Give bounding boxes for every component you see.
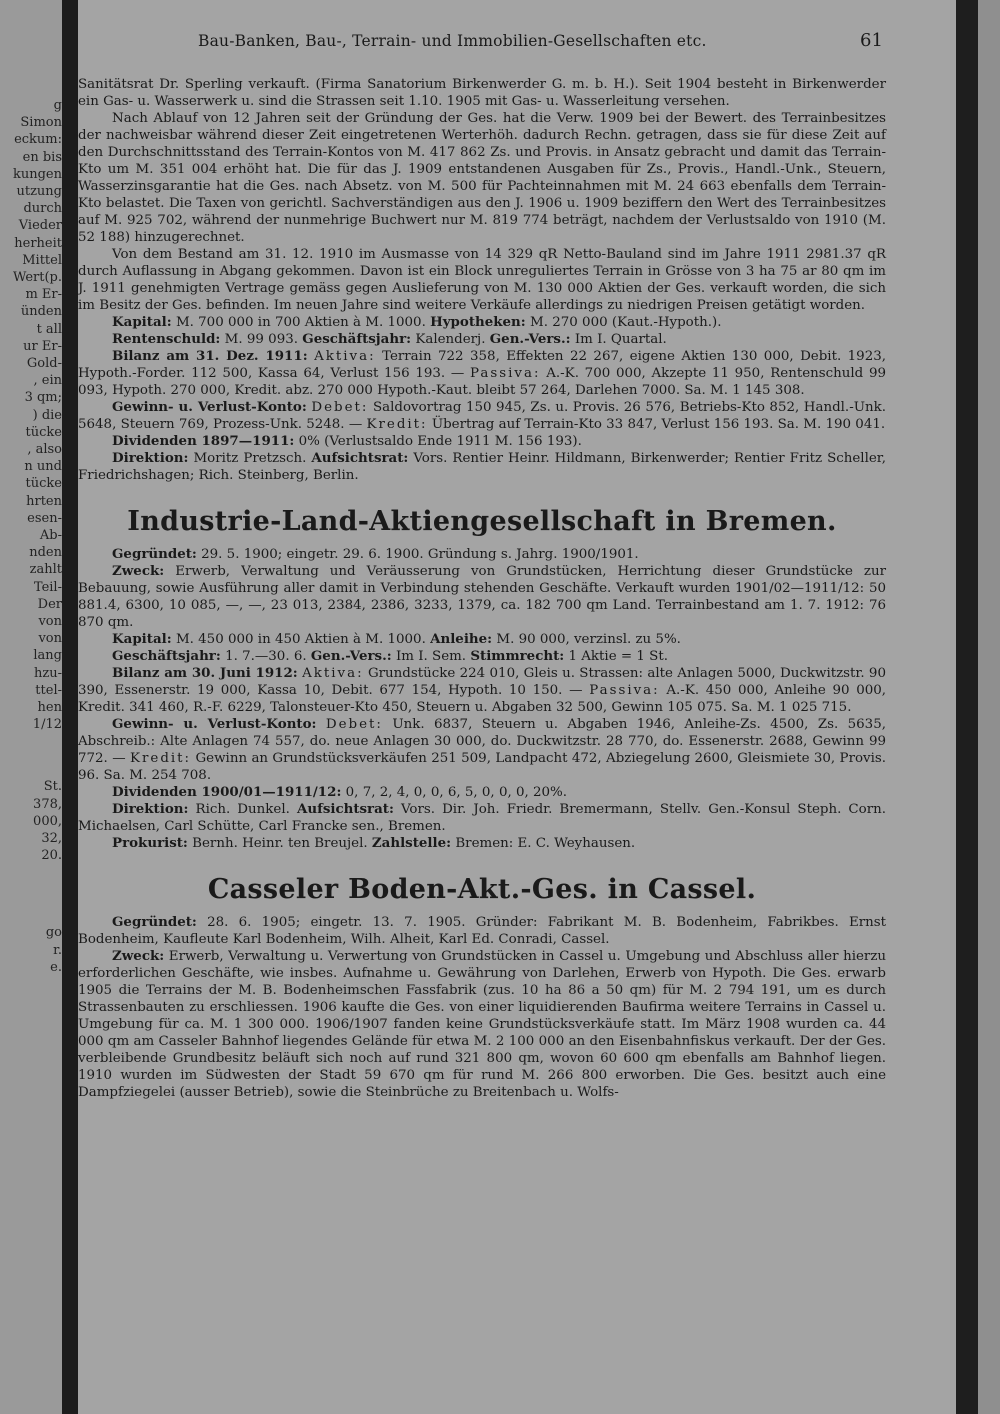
previous-page-fragment: t all (36, 321, 62, 337)
bilanz-label: Bilanz am 31. Dez. 1911: (112, 348, 308, 364)
previous-page-fragment: esen- (27, 510, 62, 526)
kredit-label: Kredit: (366, 417, 428, 432)
previous-page-fragment: n und (24, 459, 62, 475)
direktion-value: Moritz Pretzsch. (193, 451, 307, 466)
body-paragraph: Nach Ablauf von 12 Jahren seit der Gründung der Ges. hat die Verw. 1909 bei der Bewert. des Terrainbesitzes der nachweisbar während dieser Zeit eingetretenen Werterhöh. dadurch Rechn. getragen, dass sie für diese Zeit auf den Durchschnittsstand des Terrain-Kontos von M. 417 862 Zs. und Provis. in Ansatz gebracht und damit das Terrain-Kto um M. 351 004 erhöht hat. Die für das J. 1909 entstandenen Ausgaben für Zs., Provis., Handl.-Unk., Steuern, Wasserzinsgarantie hat die Ges. nach Absetz. von M. 500 für Pachteinnahmen mit M. 24 663 ebenfalls dem Terrain-Kto belastet. Die Taxen von gerichtl. Sachverständigen aus den J. 1906 u. 1909 beziffern den Wert des Terrainbesitzes auf M. 925 702, während der nunmehrige Buchwert nur M. 819 774 beträgt, nachdem der Verlustsaldo von 1910 (M. 52 188) hinzugerechnet. (78, 111, 886, 245)
direktion-label: Direktion: (112, 450, 189, 466)
previous-page-fragment: Gold- (26, 356, 62, 371)
genvers-label: Gen.-Vers.: (489, 331, 571, 347)
gewinn-entry (78, 399, 886, 433)
page-body (78, 76, 886, 1101)
dividenden-entry (78, 784, 886, 801)
prokurist-label: Prokurist: (112, 835, 188, 851)
aktiva-label: Aktiva: (302, 666, 364, 681)
previous-page-fragment: von (38, 631, 62, 647)
genvers-value: Im I. Quartal. (574, 332, 667, 347)
gewinn-kredit: Übertrag auf Terrain-Kto 33 847, Verlust 156 193. Sa. M. 190 041. (431, 417, 886, 432)
previous-page-fragment: Der (37, 596, 62, 612)
dividenden-label: Dividenden 1897—1911: (112, 433, 295, 449)
previous-page-fragment: herheit (14, 235, 62, 251)
previous-page-fragment: nden (29, 545, 62, 561)
previous-page-fragment: lang (33, 648, 62, 664)
hypotheken-value: M. 270 000 (Kaut.-Hypoth.). (530, 315, 722, 330)
dividenden-value: 0% (Verlustsaldo Ende 1911 M. 156 193). (298, 434, 582, 449)
previous-page-fragment: hrten (26, 493, 62, 509)
previous-page-fragment: Teil- (33, 579, 62, 595)
previous-page-fragment: kungen (12, 166, 62, 182)
aufsichtsrat-value: Vors. Rentier Heinr. Hildmann, Birkenwerder; Rentier Fritz Scheller, Friedrichshagen; Rich. Steinberg, Berlin. (78, 451, 886, 483)
bilanz-aktiva: Grundstücke 224 010, Gleis u. Strassen: alte Anlagen 5000, Duckwitzstr. 90 390, Essenerstr. 19 000, Kassa 10, Debit. 677 154, Hypoth. 10 150. — (78, 666, 886, 698)
previous-page-fragment: tücke (25, 476, 62, 492)
gewinn-debet: Unk. 6837, Steuern u. Abgaben 1946, Anleihe-Zs. 4500, Zs. 5635, Abschreib.: Alte Anlagen 74 557, do. neue Anlagen 30 000, do. Duckwitzstr. 28 770, do. Essenerstr. 2688, Gewinn 99 772. — (78, 717, 886, 766)
previous-page-fragment: , also (27, 442, 62, 457)
bilanz-entry (78, 348, 886, 399)
zweck-value: Erwerb, Verwaltung u. Verwertung von Grundstücken in Cassel u. Umgebung und Abschluss aller hierzu erforderlichen Geschäfte, wie insbes. Aufnahme u. Gewährung von Darlehen, Erwerb von Hypoth. Die Ges. erwarb 1905 die Terrains der M. B. Bodenheimschen Fassfabrik (zus. 10 ha 86 a 50 qm) für M. 2 794 191, um es durch Strassenbauten zu erschliessen. 1906 kaufte die Ges. von einer liquidierenden Baufirma weitere Terrains in Cassel u. Umgebung für ca. M. 1 300 000. 1906/1907 fanden keine Grundstücksverkäufe statt. Im März 1908 wurden ca. 44 000 qm am Casseler Bahnhof liegendes Gelände für etwa M. 2 100 000 an den Eisenbahnfiskus verkauft. Der der Ges. verbleibende Grundbesitz beläuft sich noch auf rund 321 800 qm, wovon 60 600 qm ebenfalls am Bahnhof liegen. 1910 wurden im Südwesten der Stadt 59 670 qm für rund M. 266 800 erworben. Die Ges. besitzt auch eine Dampfziegelei (ausser Betrieb), sowie die Steinbrüche zu Breitenbach u. Wolfs- (78, 949, 887, 1100)
direktion-value: Rich. Dunkel. (195, 802, 290, 817)
previous-page-margin (0, 0, 78, 1414)
previous-page-fragment: durch (23, 201, 62, 217)
kredit-label: Kredit: (129, 751, 192, 766)
geschaeftsjahr-value: Kalenderj. (415, 332, 486, 347)
bilanz-label: Bilanz am 30. Juni 1912: (112, 665, 298, 681)
previous-page-fragment: g (53, 98, 62, 113)
anleihe-label: Anleihe: (430, 631, 493, 647)
dividenden-value: 0, 7, 2, 4, 0, 0, 6, 5, 0, 0, 0, 20%. (345, 785, 568, 800)
previous-page-fragment: e. (50, 959, 62, 975)
gegruendet-entry (78, 914, 886, 948)
bilanz-passiva: A.-K. 700 000, Akzepte 11 950, Rentenschuld 99 093, Hypoth. 270 000, Kredit. abz. 270 000 Hypoth.-Kaut. bleibt 57 264, Darlehen 7000. Sa. M. 1 145 308. (78, 366, 886, 398)
bilanz-passiva: A.-K. 450 000, Anleihe 90 000, Kredit. 341 460, R.-F. 6229, Talonsteuer-Kto 450, Steuern u. Abgaben 32 500, Gewinn 105 075. Sa. M. 1 025 715. (78, 683, 887, 715)
aufsichtsrat-label: Aufsichtsrat: (311, 450, 409, 466)
kapital-label: Kapital: (112, 314, 172, 330)
zweck-label: Zweck: (112, 948, 165, 964)
genvers-value: Im I. Sem. (395, 649, 467, 664)
geschaeftsjahr-label: Geschäftsjahr: (112, 648, 221, 664)
zweck-entry (78, 563, 886, 631)
zweck-value: Erwerb, Verwaltung und Veräusserung von Grundstücken, Herrichtung dieser Grundstücke zur Bebauung, sowie Ausführung aller damit in Verbindung stehenden Geschäfte. Verkauft wurden 1901/02—1911/12: 50 881.4, 6300, 10 085, —, —, 23 013, 2384, 2386, 3233, 1379, ca. 182 700 qm Land. Terrainbestand am 1. 7. 1912: 76 870 qm. (78, 564, 886, 630)
previous-page-fragment: 000, (33, 813, 62, 829)
geschaeftsjahr-value: 1. 7.—30. 6. (225, 649, 307, 664)
geschaeftsjahr-entry (78, 648, 886, 665)
direktion-label: Direktion: (112, 801, 189, 817)
dividenden-entry (78, 433, 886, 450)
previous-page-fragment: zahlt (29, 562, 62, 578)
section-heading: Industrie-Land-Aktiengesellschaft in Bremen. (127, 506, 837, 537)
previous-page-fragment: tücke (25, 424, 62, 440)
previous-page-fragment: 1/12 (32, 717, 62, 733)
gewinn-debet: Saldovortrag 150 945, Zs. u. Provis. 26 576, Betriebs-Kto 852, Handl.-Unk. 5648, Steuern 769, Prozess-Unk. 5248. — (78, 400, 886, 432)
previous-page-fragment: St. (43, 779, 62, 795)
gegruendet-label: Gegründet: (112, 546, 197, 562)
previous-page-fragment: Mittel (22, 252, 62, 268)
stimmrecht-value: 1 Aktie = 1 St. (568, 649, 668, 664)
zahlstelle-value: Bremen: E. C. Weyhausen. (455, 836, 636, 851)
prokurist-value: Bernh. Heinr. ten Breujel. (192, 836, 368, 851)
previous-page-fragment: utzung (16, 184, 62, 199)
anleihe-value: M. 90 000, verzinsl. zu 5%. (496, 632, 681, 647)
previous-page-fragment: Vieder (18, 218, 62, 234)
direktion-entry (78, 450, 886, 484)
kapital-value: M. 450 000 in 450 Aktien à M. 1000. (175, 632, 426, 647)
previous-page-fragment: hzu- (34, 665, 62, 681)
previous-page-fragment: 32, (41, 831, 62, 846)
rentenschuld-value: M. 99 093. (224, 332, 298, 347)
page-edge-shadow (956, 0, 978, 1414)
direktion-entry (78, 801, 886, 835)
gegruendet-entry (78, 546, 886, 563)
bilanz-entry (78, 665, 886, 716)
previous-page-fragment: ur Er- (23, 338, 62, 354)
gegruendet-value: 29. 5. 1900; eingetr. 29. 6. 1900. Gründung s. Jahrg. 1900/1901. (201, 547, 639, 562)
previous-page-fragment: , ein (33, 373, 62, 389)
stimmrecht-label: Stimmrecht: (470, 648, 565, 664)
passiva-label: Passiva: (470, 366, 541, 381)
geschaeftsjahr-label: Geschäftsjahr: (302, 331, 412, 347)
previous-page-fragment: Simon (20, 115, 62, 131)
passiva-label: Passiva: (589, 683, 660, 698)
previous-page-fragment: hen (37, 700, 62, 715)
previous-page-fragment: r. (53, 942, 62, 958)
previous-page-fragment: go (45, 925, 62, 941)
previous-page-fragment: ünden (20, 304, 62, 320)
gutter-shadow (62, 0, 78, 1414)
previous-page-fragment: 378, (33, 796, 62, 812)
debet-label: Debet: (311, 400, 369, 415)
aufsichtsrat-label: Aufsichtsrat: (296, 801, 394, 817)
kapital-entry (78, 631, 886, 648)
hypotheken-label: Hypotheken: (430, 314, 526, 330)
aktiva-label: Aktiva: (314, 349, 376, 364)
body-paragraph: Von dem Bestand am 31. 12. 1910 im Ausmasse von 14 329 qR Netto-Bauland sind im Jahre 1911 2981.37 qR durch Auflassung in Abgang gekommen. Davon ist ein Block unreguliertes Terrain in Grösse von 3 ha 75 ar 80 qm im J. 1911 genehmigten Vertrage gemäss gegen Auslieferung von M. 130 000 Aktien der Ges. verkauft worden, die sich im Besitz der Ges. befinden. Im neuen Jahre sind weitere Verkäufe allerdings zu niedrigen Preisen getätigt worden. (78, 247, 886, 313)
rentenschuld-entry (78, 331, 886, 348)
body-paragraph: Sanitätsrat Dr. Sperling verkauft. (Firma Sanatorium Birkenwerder G. m. b. H.). Seit 1904 besteht in Birkenwerder ein Gas- u. Wasserwerk u. sind die Strassen seit 1.10. 1905 mit Gas- u. Wasserleitung versehen. (78, 77, 886, 109)
running-title: Bau-Banken, Bau-, Terrain- und Immobilien-Gesellschaften etc. (198, 32, 707, 50)
previous-page-fragment: eckum: (14, 132, 62, 148)
previous-page-fragment: Wert(p. (13, 270, 62, 285)
gewinn-kredit: Gewinn an Grundstücksverkäufen 251 509, Landpacht 472, Abziegelung 2600, Gleismiete 30, Provis. 96. Sa. M. 254 708. (78, 751, 887, 783)
gegruendet-value: 28. 6. 1905; eingetr. 13. 7. 1905. Gründer: Fabrikant M. B. Bodenheim, Fabrikbes. Ernst Bodenheim, Kaufleute Karl Bodenheim, Wilh. Alheit, Karl Ed. Conradi, Cassel. (78, 915, 886, 947)
previous-page-fragment: m Er- (25, 287, 62, 303)
previous-page-fragment: Ab- (39, 528, 62, 543)
kapital-value: M. 700 000 in 700 Aktien à M. 1000. (175, 315, 426, 330)
zweck-entry (78, 948, 886, 1101)
section-heading: Casseler Boden-Akt.-Ges. in Cassel. (207, 874, 757, 905)
bilanz-aktiva: Terrain 722 358, Effekten 22 267, eigene Aktien 130 000, Debit. 1923, Hypoth.-Forder. 112 500, Kassa 64, Verlust 156 193. — (78, 349, 886, 381)
aufsichtsrat-value: Vors. Dir. Joh. Friedr. Bremermann, Stellv. Gen.-Konsul Steph. Corn. Michaelsen, Carl Schütte, Carl Francke sen., Bremen. (78, 802, 886, 834)
gewinn-entry (78, 716, 886, 784)
gewinn-label: Gewinn- u. Verlust-Konto: (112, 716, 317, 732)
zahlstelle-label: Zahlstelle: (371, 835, 452, 851)
dividenden-label: Dividenden 1900/01—1911/12: (112, 784, 342, 800)
debet-label: Debet: (325, 717, 383, 732)
previous-page-fragment: ) die (32, 407, 62, 423)
genvers-label: Gen.-Vers.: (310, 648, 392, 664)
kapital-entry (78, 314, 886, 331)
previous-page-fragment: 20. (41, 848, 62, 864)
running-header (78, 28, 978, 58)
previous-page-fragment: 3 qm; (24, 390, 62, 406)
zweck-label: Zweck: (112, 563, 165, 579)
previous-page-fragment: von (38, 614, 62, 629)
gegruendet-label: Gegründet: (112, 914, 197, 930)
gewinn-label: Gewinn- u. Verlust-Konto: (112, 399, 307, 415)
previous-page-fragment: en bis (22, 149, 62, 165)
kapital-label: Kapital: (112, 631, 172, 647)
page-number: 61 (860, 30, 883, 51)
book-page (78, 0, 978, 1414)
prokurist-entry (78, 835, 886, 852)
rentenschuld-label: Rentenschuld: (112, 331, 221, 347)
previous-page-fragment: ttel- (35, 682, 62, 698)
